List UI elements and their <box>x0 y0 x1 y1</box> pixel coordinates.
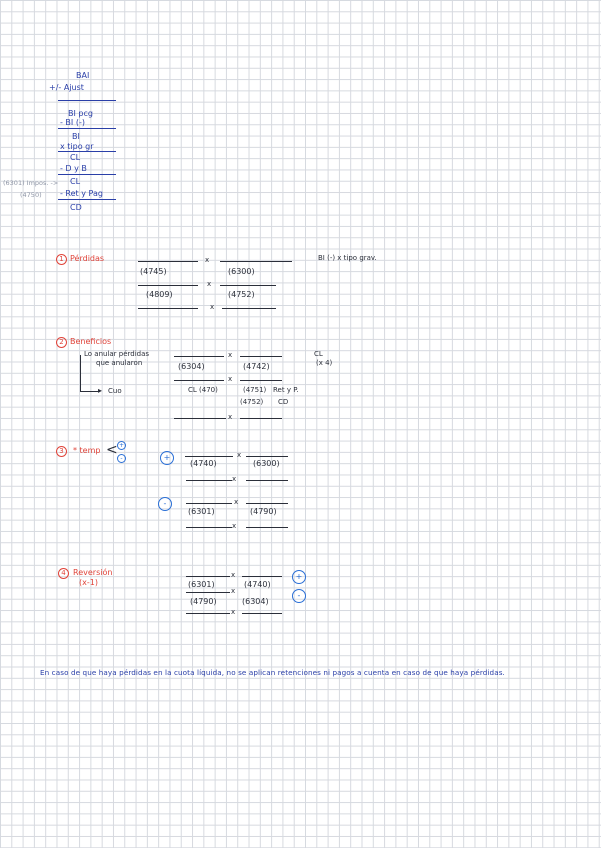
subnote: Lo anular pérdidas <box>84 350 150 358</box>
account-code: (6301) <box>188 507 215 516</box>
entry-x: x <box>234 498 239 506</box>
arrow-head: ▸ <box>98 386 103 395</box>
account-code: (6304) <box>242 597 269 606</box>
bi-label: BI <box>72 132 80 141</box>
entry-x: x <box>228 413 233 421</box>
section-subtitle: (x-1) <box>79 578 98 587</box>
account-code: (4752) <box>228 290 255 299</box>
bracket <box>80 355 81 391</box>
account-code: (4740) <box>244 580 271 589</box>
entry-line <box>242 576 282 577</box>
account-code: (4751) <box>243 386 267 394</box>
account-code: (4740) <box>190 459 217 468</box>
entry-line <box>186 527 232 528</box>
entry-x: x <box>228 375 233 383</box>
entry-line <box>186 480 232 481</box>
cd-label: CD <box>278 398 289 406</box>
entry-x: x <box>231 608 236 616</box>
section-number-badge: 2 <box>56 337 67 348</box>
entry-line <box>138 308 198 309</box>
section-title: Pérdidas <box>70 254 105 263</box>
minus-icon: - <box>158 497 172 511</box>
entry-line <box>242 613 282 614</box>
account-code: (4790) <box>190 597 217 606</box>
entry-line <box>246 480 288 481</box>
section-title: Reversión <box>73 568 113 577</box>
deducciones-label: - D y B <box>60 164 87 173</box>
entry-x: x <box>232 522 237 530</box>
entry-line <box>240 418 282 419</box>
account-code: (6304) <box>178 362 205 371</box>
subnote: Cuo <box>108 387 122 395</box>
side-cl: CL <box>314 350 323 358</box>
entry-line <box>138 285 198 286</box>
entry-line <box>174 356 224 357</box>
entry-line <box>174 418 226 419</box>
entry-line <box>246 456 288 457</box>
section-title: * temp <box>73 446 101 455</box>
account-code: (4742) <box>243 362 270 371</box>
left-note-impos: (6301) Impos. -> <box>3 179 59 187</box>
entry-line <box>220 261 292 262</box>
entry-line <box>222 308 276 309</box>
tipo-gravamen-label: x tipo gr <box>60 142 94 151</box>
section-title: Beneficios <box>70 337 112 346</box>
entry-x: x <box>237 451 242 459</box>
account-code: (6300) <box>253 459 280 468</box>
entry-x: x <box>228 351 233 359</box>
plus-icon: + <box>292 570 306 584</box>
plus-icon: + <box>160 451 174 465</box>
entry-line <box>186 592 230 593</box>
account-code: (6300) <box>228 267 255 276</box>
entry-line <box>246 503 288 504</box>
divider <box>58 128 116 129</box>
divider <box>58 174 116 175</box>
entry-line <box>186 576 230 577</box>
entry-line <box>138 261 198 262</box>
section-number-badge: 3 <box>56 446 67 457</box>
entry-line <box>240 380 282 381</box>
bi-pcg-label: BI pcg <box>68 109 93 118</box>
divider <box>58 100 116 101</box>
account-code: (4745) <box>140 267 167 276</box>
bi-minus-label: - BI (-) <box>60 118 85 127</box>
entry-x: x <box>231 587 236 595</box>
entry-line <box>240 356 282 357</box>
note: BI (-) x tipo grav. <box>318 254 377 262</box>
account-code: (6301) <box>188 580 215 589</box>
cl-label: CL <box>70 153 81 162</box>
brace: < <box>106 442 118 458</box>
entry-x: x <box>205 256 210 264</box>
plus-icon: + <box>118 442 125 449</box>
ret-label: Ret y P. <box>273 386 299 394</box>
cl2-label: CL <box>70 177 81 186</box>
bai-label: BAI <box>76 71 90 80</box>
minus-icon: - <box>292 589 306 603</box>
entry-x: x <box>231 571 236 579</box>
subnote: que anularon <box>96 359 143 367</box>
entry-x: x <box>210 303 215 311</box>
retenciones-label: - Ret y Pag <box>60 189 103 198</box>
left-note-4750: (4750) <box>20 191 42 199</box>
ajust-label: +/- Ajust <box>49 83 84 92</box>
section-number-badge: 4 <box>58 568 69 579</box>
cd-label: CD <box>70 203 82 212</box>
account-code: (4752) <box>240 398 264 406</box>
entry-line <box>186 613 230 614</box>
footer-note: En caso de que haya pérdidas en la cuota líquida, no se aplican retenciones ni pagos a cuenta en caso de que haya pérdidas. <box>40 668 505 677</box>
entry-line <box>174 380 224 381</box>
entry-line <box>185 456 233 457</box>
account-code: (4809) <box>146 290 173 299</box>
arrow-line <box>80 391 100 392</box>
account-code: (4790) <box>250 507 277 516</box>
entry-line <box>220 285 276 286</box>
entry-x: x <box>232 475 237 483</box>
minus-icon: - <box>117 454 126 463</box>
entry-line <box>246 527 288 528</box>
section-number-badge: 1 <box>56 254 67 265</box>
cl-account: CL (470) <box>188 386 218 394</box>
entry-line <box>186 503 232 504</box>
entry-x: x <box>207 280 212 288</box>
divider <box>58 151 116 152</box>
divider <box>58 199 116 200</box>
side-x: (x 4) <box>316 359 333 367</box>
